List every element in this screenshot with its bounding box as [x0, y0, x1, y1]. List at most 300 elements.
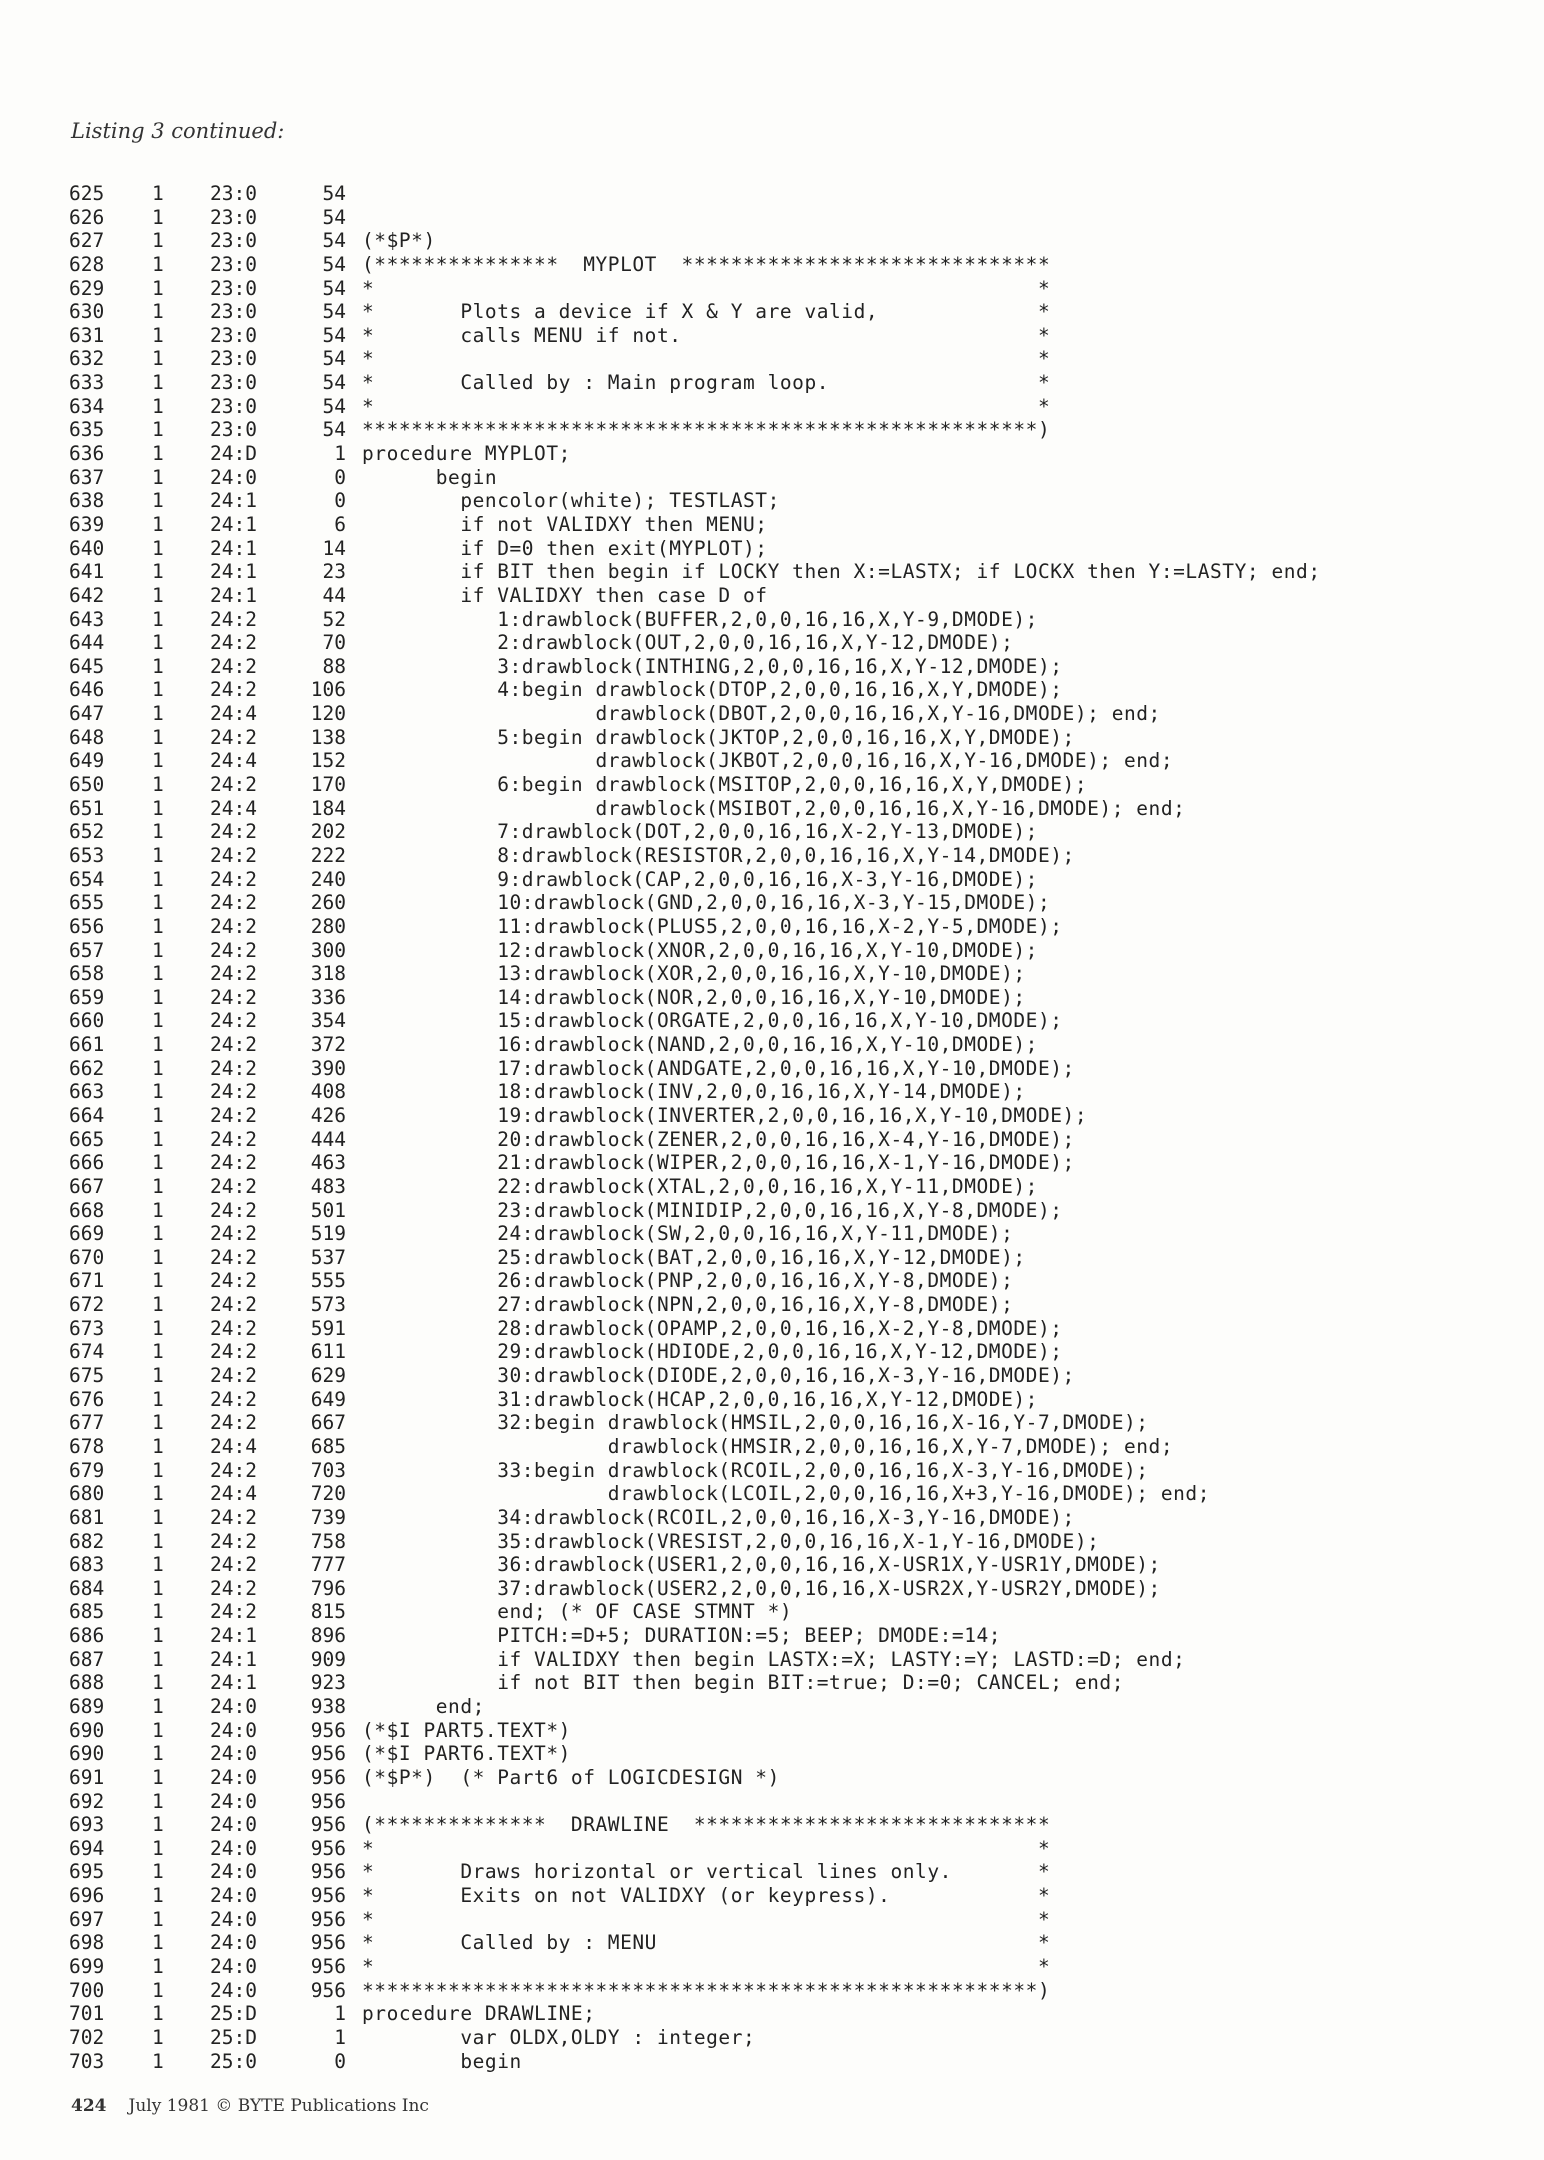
source-code: 19:drawblock(INVERTER,2,0,0,16,16,X,Y-10,DMODE);	[362, 1103, 1088, 1127]
nesting-level: 1	[152, 1033, 164, 1057]
line-number: 672	[69, 1293, 105, 1317]
listing-row	[0, 1955, 1544, 1979]
listing-row	[0, 1624, 1544, 1648]
segment-proc: 24:0	[210, 1836, 257, 1860]
listing-row	[0, 2026, 1544, 2050]
listing-row	[0, 844, 1544, 868]
source-code: 31:drawblock(HCAP,2,0,0,16,16,X,Y-12,DMODE);	[362, 1387, 1038, 1411]
nesting-level: 1	[152, 914, 164, 938]
nesting-level: 1	[152, 1056, 164, 1080]
listing-row	[0, 678, 1544, 702]
listing-row	[0, 347, 1544, 371]
listing-row	[0, 1151, 1544, 1175]
source-code: 14:drawblock(NOR,2,0,0,16,16,X,Y-10,DMODE);	[362, 985, 1026, 1009]
segment-proc: 24:2	[210, 891, 257, 915]
source-code: 29:drawblock(HDIODE,2,0,0,16,16,X,Y-12,DMODE);	[362, 1340, 1063, 1364]
source-code: (*$I PART6.TEXT*)	[362, 1742, 571, 1766]
line-number: 627	[69, 229, 105, 253]
nesting-level: 1	[152, 1718, 164, 1742]
segment-proc: 24:2	[210, 1222, 257, 1246]
source-code: 27:drawblock(NPN,2,0,0,16,16,X,Y-8,DMODE);	[362, 1293, 1014, 1317]
line-number: 629	[69, 276, 105, 300]
line-number: 684	[69, 1576, 105, 1600]
source-code: 35:drawblock(VRESIST,2,0,0,16,16,X-1,Y-16,DMODE);	[362, 1529, 1100, 1553]
segment-proc: 24:1	[210, 512, 257, 536]
nesting-level: 1	[152, 371, 164, 395]
listing-row	[0, 1364, 1544, 1388]
line-number: 626	[69, 205, 105, 229]
source-code: * calls MENU if not. *	[362, 323, 1051, 347]
line-number: 679	[69, 1458, 105, 1482]
code-offset: 390	[310, 1056, 346, 1080]
segment-proc: 23:0	[210, 300, 257, 324]
line-number: 676	[69, 1387, 105, 1411]
source-code: 25:drawblock(BAT,2,0,0,16,16,X,Y-12,DMODE);	[362, 1245, 1026, 1269]
segment-proc: 24:1	[210, 1647, 257, 1671]
source-code: 21:drawblock(WIPER,2,0,0,16,16,X-1,Y-16,DMODE);	[362, 1151, 1075, 1175]
nesting-level: 1	[152, 1340, 164, 1364]
nesting-level: 1	[152, 1505, 164, 1529]
nesting-level: 1	[152, 1884, 164, 1908]
source-code: 30:drawblock(DIODE,2,0,0,16,16,X-3,Y-16,DMODE);	[362, 1364, 1075, 1388]
source-code: if BIT then begin if LOCKY then X:=LASTX; if LOCKX then Y:=LASTY; end;	[362, 560, 1321, 584]
line-number: 652	[69, 820, 105, 844]
segment-proc: 24:D	[210, 442, 257, 466]
listing-row	[0, 1246, 1544, 1270]
line-number: 632	[69, 347, 105, 371]
nesting-level: 1	[152, 654, 164, 678]
segment-proc: 24:0	[210, 1742, 257, 1766]
nesting-level: 1	[152, 1529, 164, 1553]
line-number: 693	[69, 1813, 105, 1837]
nesting-level: 1	[152, 1742, 164, 1766]
listing-row	[0, 1199, 1544, 1223]
listing-row	[0, 277, 1544, 301]
source-code: procedure DRAWLINE;	[362, 2002, 596, 2026]
code-offset: 483	[310, 1174, 346, 1198]
line-number: 699	[69, 1955, 105, 1979]
code-offset: 70	[322, 631, 346, 655]
code-offset: 1	[334, 2002, 346, 2026]
nesting-level: 1	[152, 2049, 164, 2073]
nesting-level: 1	[152, 867, 164, 891]
source-code: 12:drawblock(XNOR,2,0,0,16,16,X,Y-10,DMODE);	[362, 938, 1038, 962]
segment-proc: 23:0	[210, 347, 257, 371]
segment-proc: 24:2	[210, 1387, 257, 1411]
code-offset: 956	[310, 1931, 346, 1955]
code-offset: 501	[310, 1198, 346, 1222]
segment-proc: 25:0	[210, 2049, 257, 2073]
code-offset: 260	[310, 891, 346, 915]
code-offset: 106	[310, 678, 346, 702]
line-number: 631	[69, 323, 105, 347]
segment-proc: 24:4	[210, 749, 257, 773]
source-code: 4:begin drawblock(DTOP,2,0,0,16,16,X,Y,DMODE);	[362, 678, 1063, 702]
listing-row	[0, 1553, 1544, 1577]
segment-proc: 24:2	[210, 985, 257, 1009]
nesting-level: 1	[152, 300, 164, 324]
nesting-level: 1	[152, 725, 164, 749]
nesting-level: 1	[152, 536, 164, 560]
line-number: 650	[69, 773, 105, 797]
code-offset: 6	[334, 512, 346, 536]
listing-row	[0, 1340, 1544, 1364]
code-offset: 54	[322, 252, 346, 276]
line-number: 669	[69, 1222, 105, 1246]
segment-proc: 24:2	[210, 1411, 257, 1435]
source-code: 2:drawblock(OUT,2,0,0,16,16,X,Y-12,DMODE);	[362, 631, 1014, 655]
segment-proc: 24:1	[210, 1671, 257, 1695]
source-code: 28:drawblock(OPAMP,2,0,0,16,16,X-2,Y-8,DMODE);	[362, 1316, 1063, 1340]
line-number: 655	[69, 891, 105, 915]
segment-proc: 24:0	[210, 1789, 257, 1813]
source-code: * Draws horizontal or vertical lines only. *	[362, 1860, 1051, 1884]
code-offset: 956	[310, 1836, 346, 1860]
segment-proc: 24:2	[210, 867, 257, 891]
segment-proc: 24:2	[210, 1600, 257, 1624]
source-code: 22:drawblock(XTAL,2,0,0,16,16,X,Y-11,DMODE);	[362, 1174, 1038, 1198]
nesting-level: 1	[152, 2002, 164, 2026]
code-offset: 956	[310, 1742, 346, 1766]
line-number: 625	[69, 182, 105, 205]
line-number: 692	[69, 1789, 105, 1813]
line-number: 683	[69, 1553, 105, 1577]
code-offset: 54	[322, 418, 346, 442]
line-number: 702	[69, 2025, 105, 2049]
source-code: * Exits on not VALIDXY (or keypress). *	[362, 1884, 1051, 1908]
code-offset: 555	[310, 1269, 346, 1293]
nesting-level: 1	[152, 1387, 164, 1411]
nesting-level: 1	[152, 560, 164, 584]
segment-proc: 24:2	[210, 1269, 257, 1293]
source-code: procedure MYPLOT;	[362, 442, 571, 466]
nesting-level: 1	[152, 1789, 164, 1813]
listing-row	[0, 2050, 1544, 2074]
nesting-level: 1	[152, 1151, 164, 1175]
code-offset: 956	[310, 1978, 346, 2002]
listing-row	[0, 466, 1544, 490]
line-number: 645	[69, 654, 105, 678]
listing-row	[0, 1411, 1544, 1435]
segment-proc: 23:0	[210, 276, 257, 300]
listing-row	[0, 395, 1544, 419]
listing-row	[0, 537, 1544, 561]
segment-proc: 24:4	[210, 796, 257, 820]
line-number: 635	[69, 418, 105, 442]
nesting-level: 1	[152, 205, 164, 229]
line-number: 642	[69, 583, 105, 607]
code-offset: 938	[310, 1695, 346, 1718]
nesting-level: 1	[152, 1269, 164, 1293]
code-offset: 537	[310, 1245, 346, 1269]
nesting-level: 1	[152, 1765, 164, 1789]
nesting-level: 1	[152, 1103, 164, 1127]
nesting-level: 1	[152, 1836, 164, 1860]
line-number: 668	[69, 1198, 105, 1222]
source-code: 26:drawblock(PNP,2,0,0,16,16,X,Y-8,DMODE);	[362, 1269, 1014, 1293]
listing-row	[0, 324, 1544, 348]
nesting-level: 1	[152, 1860, 164, 1884]
segment-proc: 24:2	[210, 1056, 257, 1080]
code-offset: 336	[310, 985, 346, 1009]
source-code: drawblock(LCOIL,2,0,0,16,16,X+3,Y-16,DMODE); end;	[362, 1482, 1211, 1506]
line-number: 698	[69, 1931, 105, 1955]
source-code: end; (* OF CASE STMNT *)	[362, 1600, 793, 1624]
segment-proc: 24:2	[210, 1080, 257, 1104]
code-offset: 14	[322, 536, 346, 560]
line-number: 700	[69, 1978, 105, 2002]
code-listing	[0, 182, 1544, 2073]
code-offset: 54	[322, 182, 346, 205]
source-code: 23:drawblock(MINIDIP,2,0,0,16,16,X,Y-8,DMODE);	[362, 1198, 1063, 1222]
listing-row	[0, 442, 1544, 466]
nesting-level: 1	[152, 843, 164, 867]
line-number: 641	[69, 560, 105, 584]
line-number: 667	[69, 1174, 105, 1198]
source-code: (*$P*)	[362, 229, 436, 253]
line-number: 647	[69, 702, 105, 726]
code-offset: 202	[310, 820, 346, 844]
code-offset: 354	[310, 1009, 346, 1033]
nesting-level: 1	[152, 1978, 164, 2002]
segment-proc: 24:0	[210, 465, 257, 489]
source-code: 10:drawblock(GND,2,0,0,16,16,X-3,Y-15,DMODE);	[362, 891, 1051, 915]
segment-proc: 24:1	[210, 560, 257, 584]
code-offset: 44	[322, 583, 346, 607]
source-code: * Plots a device if X & Y are valid, *	[362, 300, 1051, 324]
segment-proc: 24:2	[210, 1364, 257, 1388]
listing-row	[0, 820, 1544, 844]
nesting-level: 1	[152, 276, 164, 300]
nesting-level: 1	[152, 583, 164, 607]
code-offset: 739	[310, 1505, 346, 1529]
listing-row	[0, 1742, 1544, 1766]
code-offset: 1	[334, 442, 346, 466]
source-code: * Called by : Main program loop. *	[362, 371, 1051, 395]
segment-proc: 24:2	[210, 1316, 257, 1340]
nesting-level: 1	[152, 229, 164, 253]
code-offset: 184	[310, 796, 346, 820]
nesting-level: 1	[152, 1647, 164, 1671]
code-offset: 0	[334, 489, 346, 513]
listing-row	[0, 1506, 1544, 1530]
line-number: 686	[69, 1624, 105, 1648]
code-offset: 54	[322, 394, 346, 418]
code-offset: 667	[310, 1411, 346, 1435]
segment-proc: 24:2	[210, 1529, 257, 1553]
code-offset: 777	[310, 1553, 346, 1577]
line-number: 640	[69, 536, 105, 560]
nesting-level: 1	[152, 182, 164, 205]
line-number: 656	[69, 914, 105, 938]
listing-row	[0, 1080, 1544, 1104]
listing-row	[0, 773, 1544, 797]
segment-proc: 24:2	[210, 607, 257, 631]
source-code: 3:drawblock(INTHING,2,0,0,16,16,X,Y-12,DMODE);	[362, 654, 1063, 678]
segment-proc: 24:0	[210, 1718, 257, 1742]
listing-row	[0, 1388, 1544, 1412]
segment-proc: 24:2	[210, 1127, 257, 1151]
nesting-level: 1	[152, 607, 164, 631]
source-code: (*$I PART5.TEXT*)	[362, 1718, 571, 1742]
nesting-level: 1	[152, 512, 164, 536]
line-number: 633	[69, 371, 105, 395]
nesting-level: 1	[152, 1198, 164, 1222]
segment-proc: 24:4	[210, 1434, 257, 1458]
listing-row	[0, 1009, 1544, 1033]
listing-row	[0, 182, 1544, 206]
line-number: 694	[69, 1836, 105, 1860]
source-code: drawblock(JKBOT,2,0,0,16,16,X,Y-16,DMODE); end;	[362, 749, 1174, 773]
code-offset: 649	[310, 1387, 346, 1411]
nesting-level: 1	[152, 1411, 164, 1435]
nesting-level: 1	[152, 1316, 164, 1340]
code-offset: 956	[310, 1884, 346, 1908]
code-offset: 54	[322, 300, 346, 324]
listing-row	[0, 253, 1544, 277]
source-code: 33:begin drawblock(RCOIL,2,0,0,16,16,X-3,Y-16,DMODE);	[362, 1458, 1149, 1482]
line-number: 697	[69, 1907, 105, 1931]
code-offset: 573	[310, 1293, 346, 1317]
nesting-level: 1	[152, 465, 164, 489]
line-number: 637	[69, 465, 105, 489]
line-number: 681	[69, 1505, 105, 1529]
code-offset: 591	[310, 1316, 346, 1340]
source-code: drawblock(HMSIR,2,0,0,16,16,X,Y-7,DMODE); end;	[362, 1434, 1174, 1458]
code-offset: 720	[310, 1482, 346, 1506]
source-code: 7:drawblock(DOT,2,0,0,16,16,X-2,Y-13,DMODE);	[362, 820, 1038, 844]
segment-proc: 24:0	[210, 1765, 257, 1789]
source-code: (*************** MYPLOT ******************************	[362, 252, 1051, 276]
code-offset: 758	[310, 1529, 346, 1553]
segment-proc: 24:2	[210, 1103, 257, 1127]
line-number: 628	[69, 252, 105, 276]
code-offset: 956	[310, 1813, 346, 1837]
line-number: 660	[69, 1009, 105, 1033]
segment-proc: 24:4	[210, 702, 257, 726]
listing-row	[0, 300, 1544, 324]
code-offset: 956	[310, 1765, 346, 1789]
line-number: 651	[69, 796, 105, 820]
code-offset: 23	[322, 560, 346, 584]
nesting-level: 1	[152, 323, 164, 347]
nesting-level: 1	[152, 1576, 164, 1600]
listing-row	[0, 891, 1544, 915]
nesting-level: 1	[152, 252, 164, 276]
line-number: 695	[69, 1860, 105, 1884]
code-offset: 54	[322, 371, 346, 395]
segment-proc: 24:2	[210, 1505, 257, 1529]
listing-row	[0, 560, 1544, 584]
source-code: 18:drawblock(INV,2,0,0,16,16,X,Y-14,DMODE);	[362, 1080, 1026, 1104]
line-number: 665	[69, 1127, 105, 1151]
listing-row	[0, 489, 1544, 513]
source-code: pencolor(white); TESTLAST;	[362, 489, 780, 513]
line-number: 657	[69, 938, 105, 962]
segment-proc: 24:2	[210, 1198, 257, 1222]
nesting-level: 1	[152, 418, 164, 442]
nesting-level: 1	[152, 1695, 164, 1718]
nesting-level: 1	[152, 796, 164, 820]
line-number: 630	[69, 300, 105, 324]
listing-row	[0, 1600, 1544, 1624]
code-offset: 54	[322, 323, 346, 347]
line-number: 649	[69, 749, 105, 773]
nesting-level: 1	[152, 1434, 164, 1458]
code-offset: 138	[310, 725, 346, 749]
code-offset: 703	[310, 1458, 346, 1482]
code-offset: 152	[310, 749, 346, 773]
segment-proc: 24:2	[210, 1293, 257, 1317]
segment-proc: 24:2	[210, 678, 257, 702]
listing-row	[0, 1884, 1544, 1908]
listing-row	[0, 206, 1544, 230]
listing-row	[0, 1057, 1544, 1081]
nesting-level: 1	[152, 442, 164, 466]
listing-row	[0, 418, 1544, 442]
line-number: 701	[69, 2002, 105, 2026]
segment-proc: 24:1	[210, 489, 257, 513]
source-code: begin	[362, 2049, 522, 2073]
listing-row	[0, 1435, 1544, 1459]
code-offset: 923	[310, 1671, 346, 1695]
code-offset: 318	[310, 962, 346, 986]
segment-proc: 24:1	[210, 536, 257, 560]
nesting-level: 1	[152, 985, 164, 1009]
listing-row	[0, 726, 1544, 750]
code-offset: 463	[310, 1151, 346, 1175]
segment-proc: 24:2	[210, 1553, 257, 1577]
segment-proc: 24:2	[210, 773, 257, 797]
line-number: 680	[69, 1482, 105, 1506]
segment-proc: 24:1	[210, 1624, 257, 1648]
code-offset: 54	[322, 229, 346, 253]
nesting-level: 1	[152, 1364, 164, 1388]
nesting-level: 1	[152, 1955, 164, 1979]
segment-proc: 24:0	[210, 1931, 257, 1955]
listing-row	[0, 1766, 1544, 1790]
line-number: 643	[69, 607, 105, 631]
nesting-level: 1	[152, 678, 164, 702]
code-offset: 300	[310, 938, 346, 962]
nesting-level: 1	[152, 347, 164, 371]
code-offset: 54	[322, 276, 346, 300]
listing-row	[0, 1317, 1544, 1341]
line-number: 703	[69, 2049, 105, 2073]
code-offset: 796	[310, 1576, 346, 1600]
source-code: 37:drawblock(USER2,2,0,0,16,16,X-USR2X,Y-USR2Y,DMODE);	[362, 1576, 1161, 1600]
code-offset: 372	[310, 1033, 346, 1057]
source-code: * *	[362, 1907, 1051, 1931]
listing-row	[0, 1695, 1544, 1719]
segment-proc: 24:0	[210, 1978, 257, 2002]
segment-proc: 23:0	[210, 323, 257, 347]
nesting-level: 1	[152, 489, 164, 513]
segment-proc: 23:0	[210, 418, 257, 442]
source-code: 24:drawblock(SW,2,0,0,16,16,X,Y-11,DMODE);	[362, 1222, 1014, 1246]
listing-row	[0, 1104, 1544, 1128]
segment-proc: 24:2	[210, 914, 257, 938]
line-number: 662	[69, 1056, 105, 1080]
source-code: if VALIDXY then case D of	[362, 583, 768, 607]
code-offset: 0	[334, 465, 346, 489]
nesting-level: 1	[152, 1553, 164, 1577]
code-offset: 426	[310, 1103, 346, 1127]
listing-row	[0, 608, 1544, 632]
code-offset: 629	[310, 1364, 346, 1388]
line-number: 634	[69, 394, 105, 418]
listing-row	[0, 371, 1544, 395]
